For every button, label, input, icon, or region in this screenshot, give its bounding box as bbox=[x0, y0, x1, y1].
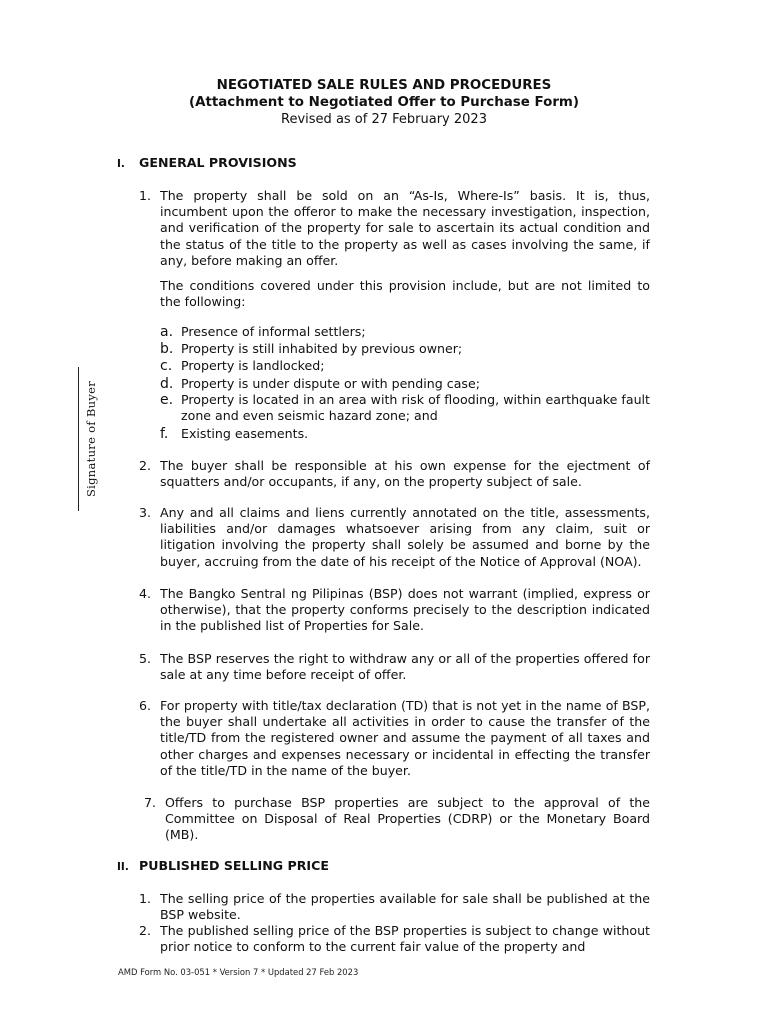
condition-text: Presence of informal settlers; bbox=[181, 324, 366, 339]
item-number: 2. bbox=[139, 923, 152, 938]
signature-of-buyer-label: Signature of Buyer bbox=[84, 380, 98, 498]
condition-item bbox=[160, 341, 650, 357]
condition-letter: a. bbox=[160, 324, 174, 340]
provision-item bbox=[139, 505, 650, 570]
item-number: 1. bbox=[139, 188, 152, 203]
item-number: 4. bbox=[139, 586, 152, 601]
section-heading-general-provisions bbox=[117, 155, 297, 172]
document-subtitle: (Attachment to Negotiated Offer to Purchase Form) bbox=[188, 95, 579, 110]
condition-item bbox=[160, 358, 650, 374]
provision-item bbox=[139, 891, 650, 923]
item-text: Offers to purchase BSP properties are subject to the approval of the Committee on Disposal of Real Properties (CDRP) or the Monetary Board (MB). bbox=[165, 795, 650, 843]
provision-item bbox=[139, 458, 650, 490]
condition-letter: e. bbox=[160, 392, 174, 408]
item-text: For property with title/tax declaration (TD) that is not yet in the name of BSP, the buyer shall undertake all activities in order to cause the transfer of the title/TD from the registered owner and assume the payment of all taxes and other charges and expenses necessary or incidental in effecting the transfer of the title/TD in the name of the buyer. bbox=[160, 698, 650, 778]
provision-item bbox=[144, 795, 650, 844]
item-text: The Bangko Sentral ng Pilipinas (BSP) does not warrant (implied, express or otherwise), that the property conforms precisely to the description indicated in the published list of Properties for Sale. bbox=[160, 586, 650, 634]
item-text: The published selling price of the BSP properties is subject to change without prior notice to conform to the current fair value of the property and bbox=[160, 923, 650, 955]
condition-letter: b. bbox=[160, 341, 174, 357]
revision-date: Revised as of 27 February 2023 bbox=[281, 112, 487, 127]
section-number: II. bbox=[117, 861, 129, 873]
condition-text: Property is located in an area with risk of flooding, within earthquake fault zone and even seismic hazard zone; and bbox=[181, 392, 650, 424]
condition-item bbox=[160, 392, 650, 424]
condition-letter: c. bbox=[160, 358, 173, 374]
provision-item bbox=[139, 651, 650, 683]
section-title: PUBLISHED SELLING PRICE bbox=[139, 858, 329, 873]
item-number: 1. bbox=[139, 891, 152, 906]
form-footer: AMD Form No. 03-051 * Version 7 * Updated 27 Feb 2023 bbox=[118, 967, 359, 977]
item-text: The selling price of the properties available for sale shall be published at the BSP website. bbox=[160, 891, 650, 923]
condition-text: Property is still inhabited by previous owner; bbox=[181, 341, 463, 356]
condition-text: Property is under dispute or with pending case; bbox=[181, 376, 480, 391]
provision-item bbox=[139, 586, 650, 635]
item-text: Any and all claims and liens currently annotated on the title, assessments, liabilities and/or damages whatsoever arising from any claim, suit or litigation involving the property shall solely be assumed and borne by the buyer, accruing from the date of his receipt of the Notice of Approval (NOA). bbox=[160, 505, 650, 569]
item-number: 5. bbox=[139, 651, 152, 666]
condition-letter: d. bbox=[160, 376, 174, 392]
provision-item bbox=[139, 188, 650, 269]
provision-item bbox=[139, 698, 650, 779]
section-title: GENERAL PROVISIONS bbox=[139, 155, 297, 170]
item-number: 7. bbox=[144, 795, 157, 810]
section-heading-published-selling-price bbox=[117, 858, 329, 875]
item-text: The BSP reserves the right to withdraw any or all of the properties offered for sale at any time before receipt of offer. bbox=[160, 651, 650, 683]
item-number: 2. bbox=[139, 458, 152, 473]
item-number: 3. bbox=[139, 505, 152, 520]
item-number: 6. bbox=[139, 698, 152, 713]
condition-item bbox=[160, 426, 650, 442]
section-number: I. bbox=[117, 158, 125, 170]
document-title: NEGOTIATED SALE RULES AND PROCEDURES bbox=[216, 78, 552, 93]
provision-item bbox=[139, 923, 650, 955]
item-text: The property shall be sold on an “As-Is, Where-Is” basis. It is, thus, incumbent upon the offeror to make the necessary investigation, inspection, and verification of the property for sale to ascertain its actual condition and the status of the title to the property as well as cases involving the same, if any, before making an offer. bbox=[160, 188, 650, 268]
condition-item bbox=[160, 324, 650, 340]
document-header bbox=[0, 77, 768, 128]
signature-of-buyer-line bbox=[78, 367, 105, 511]
item-text: The buyer shall be responsible at his own expense for the ejectment of squatters and/or occupants, if any, on the property subject of sale. bbox=[160, 458, 650, 490]
item-text: The conditions covered under this provision include, but are not limited to the following: bbox=[160, 278, 650, 310]
condition-letter: f. bbox=[160, 426, 169, 442]
condition-text: Property is landlocked; bbox=[181, 358, 325, 373]
provision-paragraph bbox=[160, 278, 650, 310]
condition-text: Existing easements. bbox=[181, 426, 309, 441]
condition-item bbox=[160, 376, 650, 392]
